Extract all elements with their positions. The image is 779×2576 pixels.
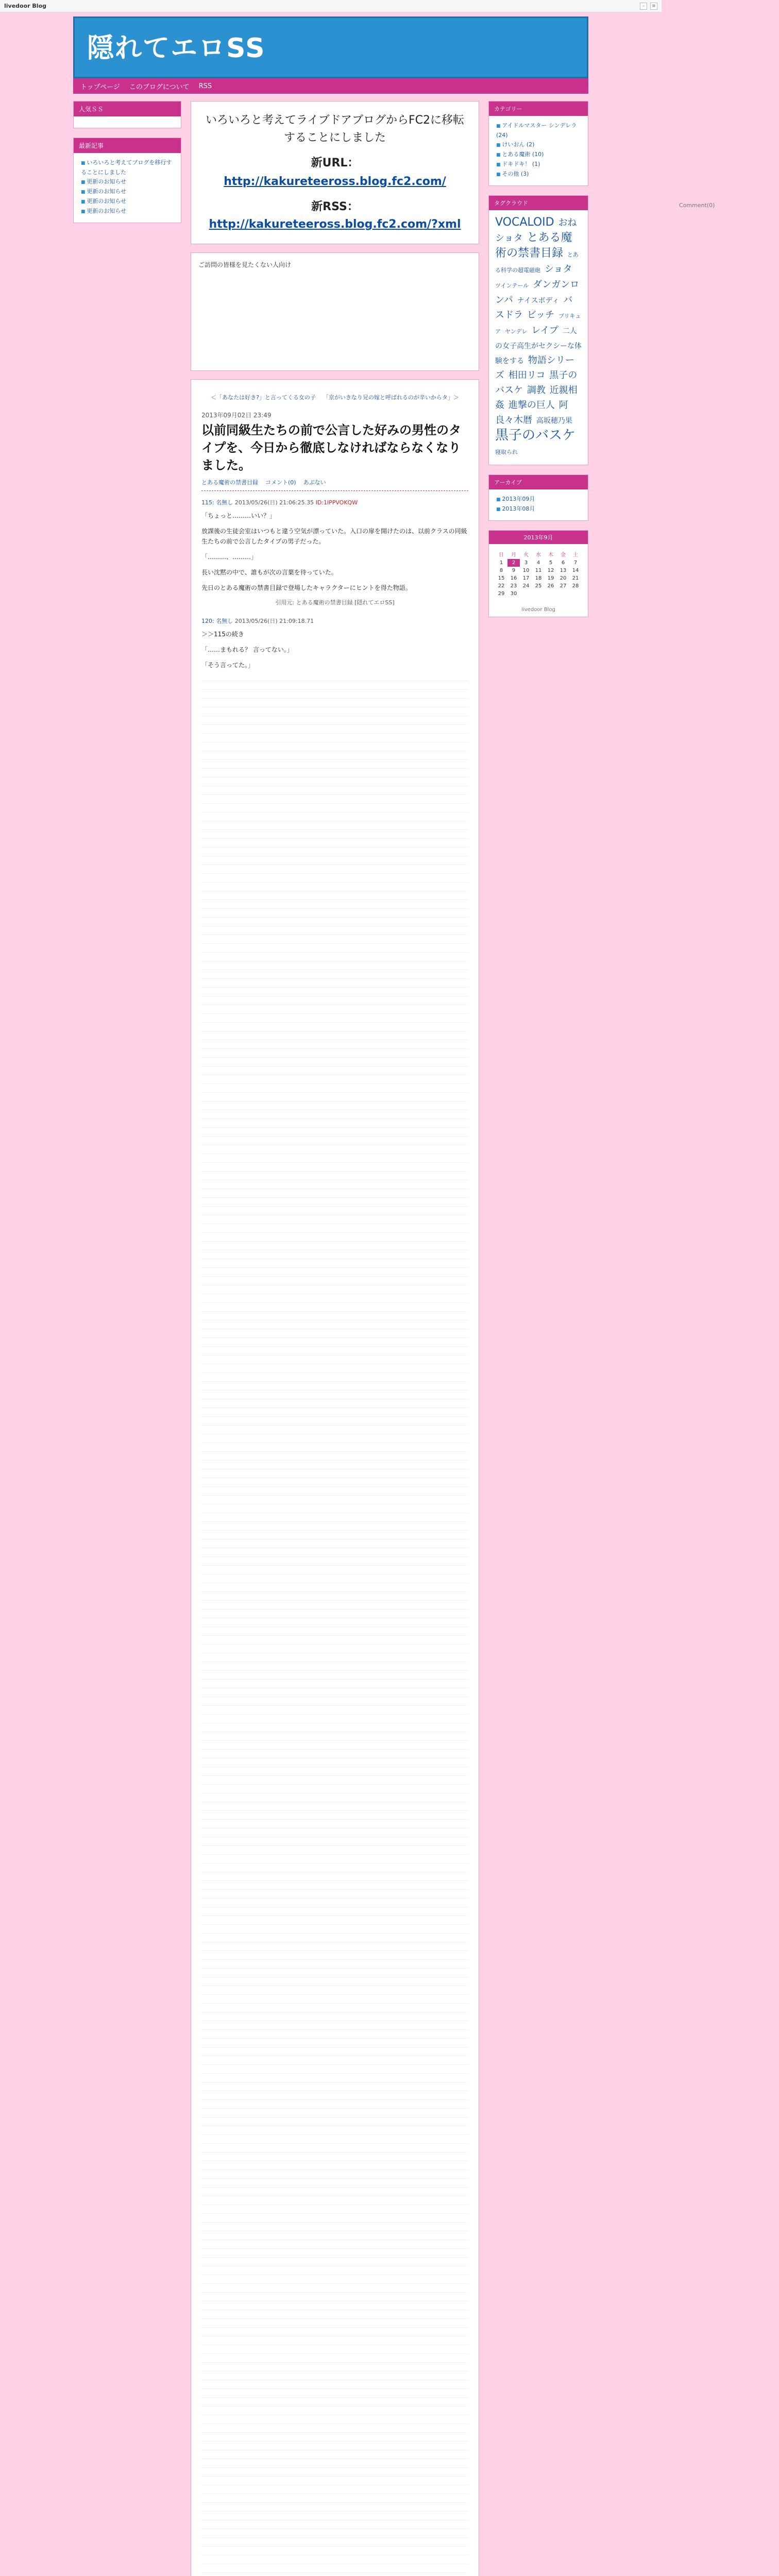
recent-posts-title: 最新記事 <box>74 138 181 153</box>
calendar-day[interactable]: 30 <box>510 591 517 597</box>
post-paragraph: ＞＞115の続き <box>201 631 244 638</box>
calendar-day[interactable]: 24 <box>522 583 530 589</box>
calendar-day <box>545 590 557 598</box>
ss-post <box>201 498 468 606</box>
popular-list <box>74 116 181 128</box>
post-paragraph: 「ちょっと………いい？」 <box>201 512 276 519</box>
minimize-icon[interactable]: – <box>640 3 647 10</box>
calendar-day[interactable]: 29 <box>498 591 505 597</box>
calendar-day[interactable]: 27 <box>560 583 567 589</box>
post-paragraph: 放課後の生徒会室はいつもと違う空気が漂っていた。入口の扉を開けたのは、以前クラスの同級生たちの前で公言したタイプの男子だった。 <box>201 528 467 545</box>
calendar-day[interactable]: 16 <box>510 575 517 581</box>
calendar-day[interactable]: 21 <box>572 575 579 581</box>
tag-cloud-item[interactable]: 黒子のバスケ <box>495 370 578 396</box>
top-bar-brand[interactable]: livedoor Blog <box>4 3 47 9</box>
post-title[interactable]: 以前同級生たちの前で公言した好みの男性のタイプを、今日から徹底しなければならなくなりました。 <box>201 423 461 472</box>
calendar-day <box>520 590 532 598</box>
calendar-day[interactable]: 26 <box>547 583 554 589</box>
tag-cloud-item[interactable]: 調教 <box>527 385 546 396</box>
post-paragraph: 「そう言ってた。」 <box>201 662 255 669</box>
calendar <box>489 544 588 603</box>
tag-cloud-item[interactable]: とある科学の超電磁砲 <box>495 251 579 274</box>
comment-count[interactable]: Comment(0) <box>679 202 715 209</box>
prev-post-link[interactable]: ＜「あなたは好き?」と言ってくる女の子 <box>211 394 316 401</box>
archive-box <box>488 474 588 521</box>
post-paragraph: 長い沈黙の中で、誰もが次の言葉を待っていた。 <box>201 569 337 576</box>
calendar-day[interactable]: 28 <box>572 583 579 589</box>
nav-rss[interactable]: RSS <box>198 82 212 90</box>
tag-cloud-item[interactable]: レイプ <box>531 325 558 336</box>
calendar-day[interactable]: 20 <box>560 575 567 581</box>
tag-cloud <box>489 210 588 465</box>
top-bar-controls <box>640 3 657 10</box>
category-item[interactable]: ■ アイドルマスター シンデレラ (24) <box>496 121 581 140</box>
category-item[interactable]: ■ ドキドキ！ (1) <box>496 160 581 170</box>
tag-cloud-item[interactable]: 阿良々木暦 <box>495 400 568 426</box>
post-number: 120: 名無し <box>201 618 233 624</box>
calendar-day[interactable]: 7 <box>573 560 578 566</box>
tag-cloud-item[interactable]: おねショタ <box>495 217 577 244</box>
calendar-day[interactable]: 22 <box>498 583 505 589</box>
calendar-day[interactable]: 13 <box>560 568 567 573</box>
calendar-week <box>495 559 582 567</box>
calendar-weekday: 金 <box>561 552 566 558</box>
calendar-day[interactable]: 9 <box>512 568 516 573</box>
tagcloud-title: タグクラウド <box>489 196 588 210</box>
calendar-week <box>495 574 582 582</box>
calendar-day[interactable]: 15 <box>498 575 505 581</box>
calendar-title: 2013年9月 <box>489 531 588 544</box>
notice-new-url <box>204 154 466 191</box>
popular-box-title: 人気ＳＳ <box>74 101 181 116</box>
calendar-weekday: 水 <box>536 552 541 558</box>
tag-cloud-item[interactable]: ビッチ <box>527 310 555 320</box>
ss-post <box>201 617 468 670</box>
post-date-stamp: 2013/05/26(日) 21:09:18.71 <box>234 618 314 624</box>
recent-post-item[interactable]: ■ いろいろと考えてブログを移行することにしました <box>81 158 174 177</box>
calendar-weekdays <box>495 549 582 559</box>
popular-box <box>73 101 181 128</box>
article-body-continuation <box>201 681 468 2576</box>
tag-cloud-item[interactable]: 近親相姦 <box>495 385 578 411</box>
calendar-day[interactable]: 4 <box>536 560 540 566</box>
category-title: カテゴリー <box>489 101 588 116</box>
calendar-day[interactable]: 2 <box>507 559 520 567</box>
notice-new-rss <box>204 198 466 233</box>
post-header <box>201 498 468 506</box>
tagcloud-box <box>488 195 588 465</box>
tag-cloud-item[interactable]: 高坂穂乃果 <box>536 417 572 425</box>
ad-box <box>191 252 479 371</box>
calendar-day[interactable]: 17 <box>522 575 530 581</box>
post-paragraph: 「……まもれる？ 言ってない。」 <box>201 646 293 653</box>
calendar-day[interactable]: 23 <box>510 583 517 589</box>
archive-title: アーカイブ <box>489 475 588 489</box>
tag-cloud-item[interactable]: 寝取られ <box>495 449 518 455</box>
recent-post-item[interactable]: ■ 更新のお知らせ <box>81 197 174 207</box>
migration-notice <box>191 101 479 244</box>
tag-link[interactable]: あぶない <box>303 479 326 486</box>
blog-header <box>73 16 588 78</box>
menu-icon[interactable]: ≡ <box>650 3 657 10</box>
recent-post-item[interactable]: ■ 更新のお知らせ <box>81 207 174 216</box>
ad-title: ご訪問の皆様を見たくない人向け <box>198 261 292 268</box>
tag-link[interactable]: コメント(0) <box>265 479 296 486</box>
notice-text: いろいろと考えてライブドアブログからFC2に移転することにしました <box>205 114 465 144</box>
tag-cloud-item[interactable]: 二人の女子高生がセクシーな体験をする <box>495 327 582 365</box>
tag-cloud-item[interactable]: ヤンデレ <box>504 328 528 335</box>
recent-posts-list <box>74 153 181 223</box>
calendar-day[interactable]: 8 <box>499 568 503 573</box>
tag-link[interactable]: とある魔術の禁書目録 <box>201 479 258 486</box>
calendar-day <box>532 590 545 598</box>
calendar-week <box>495 582 582 590</box>
tag-cloud-item[interactable]: バスドラ <box>495 295 573 320</box>
tag-cloud-item[interactable]: ショタ <box>544 264 572 275</box>
nav-about[interactable]: このブログについて <box>129 83 190 91</box>
calendar-day[interactable]: 11 <box>535 568 542 573</box>
calendar-body <box>495 559 582 598</box>
calendar-weekday: 日 <box>499 552 504 558</box>
post-id: ID:1lPPVOKQW <box>315 499 358 506</box>
top-bar <box>0 0 662 12</box>
calendar-weekday: 木 <box>548 552 553 558</box>
tag-cloud-item[interactable]: ナイスボディ <box>517 297 560 305</box>
calendar-day[interactable]: 10 <box>522 568 530 573</box>
tag-cloud-item[interactable]: ダンガンロンパ <box>495 279 580 306</box>
post-paragraph: 「………、………」 <box>201 553 258 561</box>
tag-cloud-item[interactable]: とある魔術の禁書目録 <box>495 231 572 260</box>
calendar-table <box>495 549 582 598</box>
category-item[interactable]: ■ とある魔術 (10) <box>496 150 581 160</box>
post-pager <box>201 393 468 401</box>
tag-cloud-item[interactable]: 相田リコ <box>508 370 546 381</box>
nav-top[interactable]: トップページ <box>80 83 120 91</box>
category-item[interactable]: ■ その他 (3) <box>496 170 581 179</box>
archive-list <box>489 489 588 520</box>
category-list <box>489 116 588 185</box>
notice-new-rss-label: 新RSS： <box>311 200 359 213</box>
post-number: 115: 名無し <box>201 499 233 506</box>
tag-cloud-item[interactable]: VOCALOID <box>495 216 554 229</box>
category-box <box>488 101 588 186</box>
calendar-day[interactable]: 12 <box>547 568 554 573</box>
recent-posts-box <box>73 138 181 223</box>
post-header <box>201 617 468 625</box>
calendar-week <box>495 590 582 598</box>
calendar-weekday: 月 <box>511 552 516 558</box>
calendar-day[interactable]: 25 <box>535 583 542 589</box>
calendar-day <box>569 590 582 598</box>
archive-item[interactable]: ■ 2013年08月 <box>496 504 581 514</box>
post-date: 2013年09月02日 23:49 <box>201 412 272 419</box>
calendar-day <box>557 590 569 598</box>
calendar-day[interactable]: 6 <box>561 560 565 566</box>
tag-cloud-item[interactable]: 進撃の巨人 <box>508 400 555 411</box>
new-url-link[interactable]: http://kakureteeross.blog.fc2.com/ <box>224 175 446 188</box>
sub-navigation <box>73 78 588 94</box>
tag-cloud-item[interactable]: プリキュア <box>495 313 581 335</box>
category-item[interactable]: ■ けいおん (2) <box>496 140 581 150</box>
calendar-weekday: 土 <box>573 552 578 558</box>
tag-cloud-item[interactable]: 物語シリーズ <box>495 355 574 381</box>
next-post-link[interactable]: 「京がいきなり兄の嫁と呼ばれるのが辛いからタ」＞ <box>323 394 459 401</box>
calendar-day[interactable]: 5 <box>549 560 553 566</box>
blog-title[interactable]: 隠れてエロSS <box>87 33 266 64</box>
calendar-day[interactable]: 3 <box>524 560 528 566</box>
left-sidebar <box>73 101 181 232</box>
calendar-day[interactable]: 14 <box>572 568 579 573</box>
post-date-stamp: 2013/05/26(日) 21:06:25.35 <box>234 499 314 506</box>
livedoor-badge[interactable]: livedoor Blog <box>521 607 555 613</box>
quote-source: 引用元: とある魔術の禁書目録 [隠れてエロSS] <box>275 599 395 606</box>
calendar-day[interactable]: 18 <box>535 575 542 581</box>
calendar-week <box>495 567 582 574</box>
post-paragraph: 先日のとある魔術の禁書目録で登場したキャラクターにヒントを得た物語。 <box>201 584 412 591</box>
calendar-day[interactable]: 1 <box>499 560 503 566</box>
new-rss-link[interactable]: http://kakureteeross.blog.fc2.com/?xml <box>209 218 461 231</box>
tag-cloud-item[interactable]: 黒子のバスケ <box>495 428 576 443</box>
recent-post-item[interactable]: ■ 更新のお知らせ <box>81 177 174 187</box>
archive-item[interactable]: ■ 2013年09月 <box>496 495 581 504</box>
notice-new-url-label: 新URL： <box>311 157 359 170</box>
tag-cloud-item[interactable]: ツインテール <box>495 282 529 289</box>
calendar-day[interactable]: 19 <box>547 575 554 581</box>
calendar-weekday: 火 <box>523 552 529 558</box>
calendar-box <box>488 530 588 617</box>
recent-post-item[interactable]: ■ 更新のお知らせ <box>81 187 174 197</box>
right-sidebar <box>488 101 588 626</box>
